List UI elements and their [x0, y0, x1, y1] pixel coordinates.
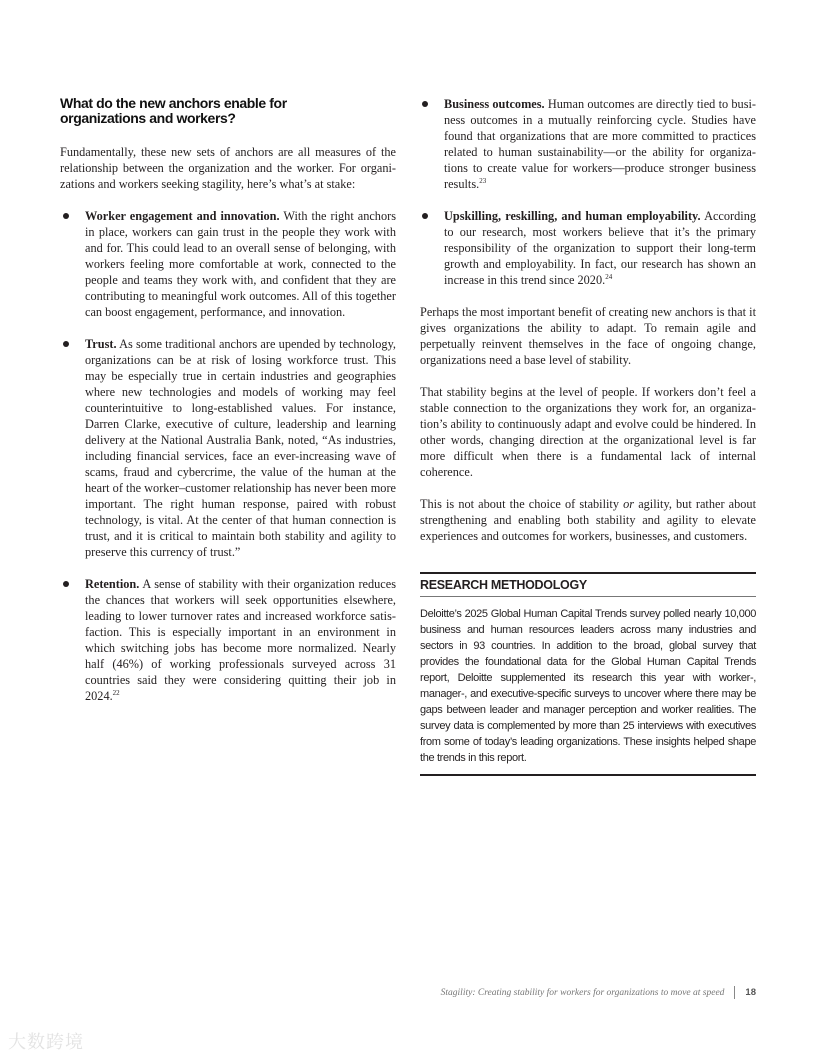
bullet-lead: Trust. [85, 337, 117, 351]
methodology-title: RESEARCH METHODOLOGY [420, 578, 587, 592]
bullet-lead: Business outcomes. [444, 97, 545, 111]
footnote-ref[interactable]: 24 [605, 272, 613, 281]
bullet-icon [63, 213, 69, 219]
bullet-retention [85, 576, 396, 704]
bullet-trust [85, 336, 396, 560]
section-heading: What do the new anchors enable for organizations and workers? [60, 95, 287, 126]
choice-text-before: This is not about the choice of stability [420, 497, 624, 511]
bullet-upskilling [444, 208, 756, 288]
page-footer [441, 986, 756, 999]
page-number: 18 [745, 987, 756, 998]
intro-paragraph: Fundamentally, these new sets of anchors are all measures of the relationship between the organization and the worker. For organizations and workers seeking stagility, here’s what’s at stake: [60, 145, 396, 191]
bullet-icon [422, 213, 428, 219]
adapt-paragraph: Perhaps the most important benefit of creating new anchors is that it gives organizations the ability to adapt. To remain agile and perpetually reinvent themselves in the face of ongoing change, organizations need a base level of stability. [420, 305, 756, 367]
bullet-lead: Retention. [85, 577, 140, 591]
divider [420, 774, 756, 776]
footnote-ref[interactable]: 23 [479, 176, 487, 185]
footer-title: Stagility: Creating stability for workers for organizations to move at speed [440, 987, 725, 998]
bullet-lead: Upskilling, reskilling, and human employability. [444, 209, 701, 223]
bullet-text: According to our research, most workers believe that it’s the primary responsibility of the organization to support their long-term growth and employability. In fact, our research has shown an increase in this trend since 2020. [444, 209, 756, 287]
footer-divider [734, 986, 735, 999]
choice-paragraph [420, 496, 756, 544]
watermark-logo: 大数跨境 [8, 1032, 84, 1053]
bullet-text: As some traditional anchors are upended by technology, organizations can be at risk of losing workforce trust. This may be especially true in certain industries and geographies where new technologies and models of working may feel counterintuitive to long-established values. For instance, Darren Clarke, executive of culture, leadership and learning delivery at the National Australia Bank, noted, “As industries, including financial services, face an ever-increasing wave of scams, fraud and cybercrime, the value of the human at the heart of the worker–customer relationship has never been more important. The right human response, paired with robust technology, is vital. At the center of that human connection is trust, and it is critical to maintain both stability and agility to preserve this currency of trust.” [85, 337, 396, 559]
research-methodology-box [420, 572, 756, 776]
bullet-text: A sense of stability with their organization reduces the chances that workers will seek opportunities elsewhere, leading to lower turnover rates and increased workforce satisfaction. This is especially important in an environment in which switching jobs has become more normalized. Nearly half (46%) of working professionals surveyed across 31 countries said they were considering quitting their job in 2024. [85, 577, 396, 703]
bullet-lead: Worker engagement and innovation. [85, 209, 280, 223]
bullet-text: Human outcomes are directly tied to business outcomes in a mutually reinforcing cycle. Studies have found that organizations that are more committed to practices related to human sustainability—or the ability for organizations to create value for workers—produce stronger business results. [444, 97, 757, 191]
bullet-worker-engagement [85, 208, 396, 320]
choice-text-after: agility, but rather about strengthening and enabling both stability and agility to elevate experiences and outcomes for workers, businesses, and customers. [420, 497, 756, 543]
methodology-body: Deloitte’s 2025 Global Human Capital Trends survey polled nearly 10,000 business and human resources leaders across many industries and sectors in 93 countries. In addition to the broad, global survey that provides the foundational data for the Global Human Capital Trends report, Deloitte supplemented its research this year with worker-, manager-, and executive-specific surveys to uncover where there may be gaps between leader and manager perception and worker realities. The survey data is complemented by more than 25 interviews with executives from some of today’s leading organizations. These insights helped shape the trends in this report. [420, 608, 756, 764]
footnote-ref[interactable]: 22 [112, 688, 120, 697]
bullet-text: With the right anchors in place, workers can gain trust in the people they work with and for. This could lead to an overall sense of belonging, with workers feeling more comfortable at work, connected to the people and teams they work with, and confident that they are contributing to meaningful work outcomes. All of this together can boost engagement, performance, and innovation. [85, 209, 396, 319]
bullet-business-outcomes [444, 96, 756, 192]
bullet-icon [422, 101, 428, 107]
stability-paragraph: That stability begins at the level of people. If workers don’t feel a stable connection to the organizations they work for, an organization’s ability to continuously adapt and evolve could be hindered. In other words, changing direction at the organizational level is far more difficult when there is a fundamental lack of internal coherence. [420, 385, 756, 479]
bullet-icon [63, 341, 69, 347]
bullet-icon [63, 581, 69, 587]
choice-text-italic: or [623, 497, 635, 511]
